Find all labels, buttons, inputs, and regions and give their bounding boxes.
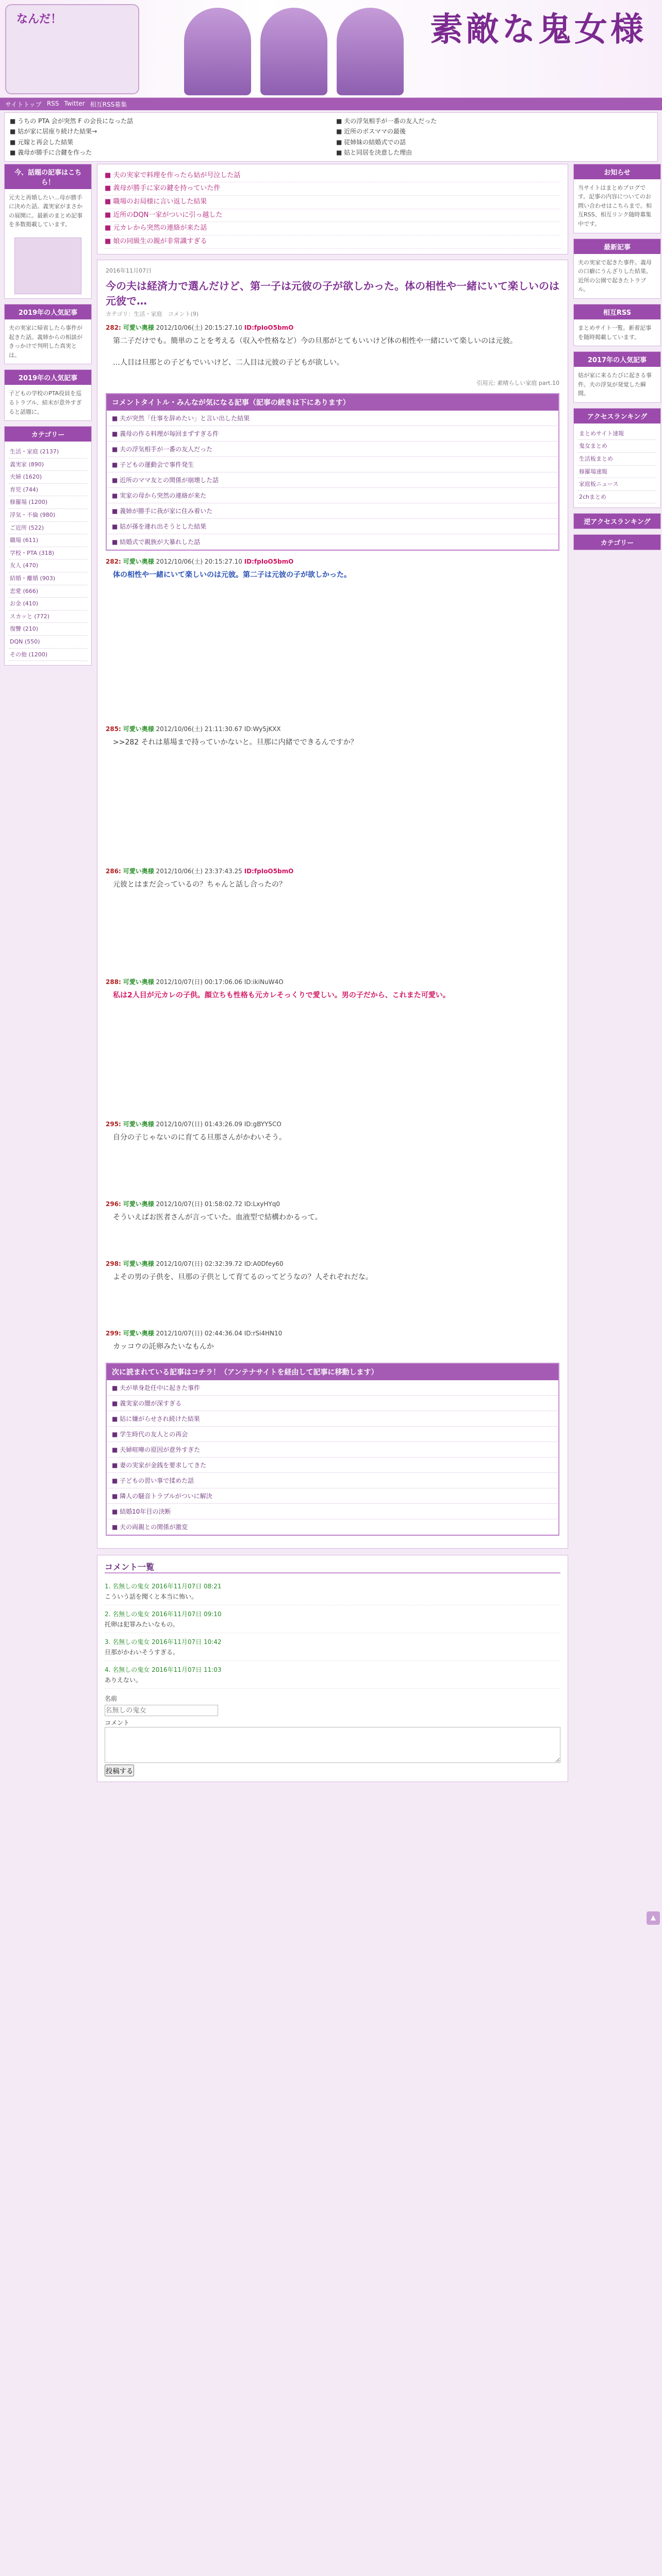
sidebar-box-title: 相互RSS [574, 304, 660, 319]
res-post [106, 1120, 559, 1144]
sidebar-box-title: カテゴリー [574, 535, 660, 550]
comment-author: 4. 名無しの鬼女 [105, 1666, 150, 1673]
comment-author: 1. 名無しの鬼女 [105, 1582, 150, 1590]
related-link[interactable]: ■ 夫が突然「仕事を辞めたい」と言い出した結果 [107, 411, 558, 426]
rank-link[interactable]: 2chまとめ [578, 491, 656, 504]
headline-link[interactable]: ■ 近所のDQN一家がついに引っ越した [105, 209, 560, 223]
comment-date: 2016年11月07日 11:03 [152, 1666, 222, 1673]
headline-link[interactable]: ■ 娘の同級生の親が非常識すぎる [105, 235, 560, 249]
res-post [106, 1259, 559, 1284]
res-post [106, 557, 559, 582]
comment [105, 1633, 560, 1661]
more-article-link[interactable]: ■ 夫婦喧嘩の原因が意外すぎた [107, 1442, 558, 1458]
res-post [106, 357, 559, 369]
res-date: 2012/10/06(土) 20:15:27.10 [156, 557, 242, 565]
more-article-link[interactable]: ■ 夫が単身赴任中に起きた事件 [107, 1380, 558, 1396]
ticker-link[interactable]: ■ 近所のボスママの最後 [336, 128, 406, 135]
res-body: よその男の子供を、旦那の子供として育てるのってどうなの？人それぞれだな。 [113, 1273, 373, 1281]
rank-link[interactable]: 家庭板ニュース [578, 478, 656, 491]
sidebar-image[interactable] [14, 238, 81, 294]
category-link[interactable]: 職場 (611) [9, 534, 87, 547]
related-link[interactable]: ■ 夫の浮気相手が一番の友人だった [107, 442, 558, 457]
res-id: ID:fpIoO5bmO [244, 324, 294, 331]
rank-link[interactable]: 生活板まとめ [578, 453, 656, 466]
res-name: 可愛い奥様 [123, 978, 154, 986]
sidebar-box [573, 304, 661, 346]
nav-link[interactable]: RSS [46, 100, 59, 107]
category-link[interactable]: お金 (410) [9, 598, 87, 611]
res-id: ID:Wy5jKXX [244, 725, 281, 733]
ticker-link[interactable]: ■ うちの PTA 会が突然 F の会長になった話 [10, 117, 134, 125]
sidebar-box [573, 534, 661, 550]
comment-body: 旦那がかわいそうすぎる。 [105, 1648, 179, 1656]
res-body: そういえばお医者さんが言っていた。血液型で結構わかるって。 [113, 1213, 322, 1222]
res-date: 2012/10/07(日) 02:32:39.72 [156, 1260, 242, 1267]
res-name: 可愛い奥様 [123, 1200, 154, 1208]
headline-list [97, 164, 568, 255]
sidebar-box-title: 最新記事 [574, 239, 660, 254]
category-link[interactable]: その他 (1200) [9, 649, 87, 662]
more-article-link[interactable]: ■ 妻の実家が金銭を要求してきた [107, 1458, 558, 1473]
submit-button[interactable]: 投稿する [105, 1765, 134, 1776]
res-number: 285: [106, 725, 121, 733]
sidebar-box-title: 2019年の人気記事 [5, 304, 91, 319]
res-id: ID:ikiNuW4O [244, 978, 284, 986]
comment-date: 2016年11月07日 08:21 [152, 1582, 222, 1590]
category-link[interactable]: 夫婦 (1620) [9, 471, 87, 484]
main-layout [0, 164, 662, 1782]
res-name: 可愛い奥様 [123, 557, 154, 565]
category-link[interactable]: 修羅場 (1200) [9, 496, 87, 509]
comment [105, 1578, 560, 1605]
headline-link[interactable]: ■ 職場のお局様に言い返した結果 [105, 196, 560, 209]
character-illustration [184, 8, 251, 95]
rank-link[interactable]: まとめサイト速報 [578, 428, 656, 440]
related-link[interactable]: ■ 結婚式で親族が大暴れした話 [107, 534, 558, 550]
category-link[interactable]: 友人 (470) [9, 560, 87, 572]
related-link[interactable]: ■ 実家の母から突然の連絡が来た [107, 488, 558, 503]
left-sidebar [4, 164, 92, 1782]
category-link[interactable]: 恋愛 (666) [9, 585, 87, 598]
site-logo[interactable] [5, 4, 139, 94]
res-post [106, 867, 559, 891]
res-id: ID:gBYY5CO [244, 1120, 282, 1128]
related-link[interactable]: ■ 姑が孫を連れ出そうとした結果 [107, 519, 558, 534]
main-content [97, 164, 568, 1782]
category-title: カテゴリー [5, 427, 91, 442]
category-link[interactable]: 学校・PTA (318) [9, 547, 87, 560]
more-articles-box [106, 1363, 559, 1536]
sidebar-box-title: お知らせ [574, 164, 660, 179]
more-article-link[interactable]: ■ 結婚10年目の決断 [107, 1504, 558, 1519]
res-date: 2012/10/07(日) 01:43:26.09 [156, 1120, 242, 1128]
res-body: >>282 それは墓場まで持っていかないと。旦那に内緒でできるんですか？ [113, 738, 358, 747]
rank-link[interactable]: 修羅場速報 [578, 466, 656, 479]
res-number: 288: [106, 978, 121, 986]
right-sidebar [573, 164, 661, 1782]
comment-body: 托卵は犯罪みたいなもの。 [105, 1620, 179, 1628]
res-name: 可愛い奥様 [123, 324, 154, 331]
comment-textarea[interactable] [105, 1727, 560, 1763]
res-post [106, 977, 559, 1002]
res-post [106, 323, 559, 348]
name-label: 名前 [105, 1694, 118, 1702]
related-link[interactable]: ■ 義母の作る料理が毎回まずすぎる件 [107, 426, 558, 442]
comment-body: ありえない。 [105, 1676, 142, 1684]
comment-label: コメント [105, 1719, 130, 1726]
sidebar-box [573, 164, 661, 233]
sidebar-box-text[interactable]: 姑が家に来るたびに起きる事件。夫の浮気が発覚した瞬間。 [578, 372, 652, 397]
more-article-link[interactable]: ■ 子どもの習い事で揉めた話 [107, 1473, 558, 1488]
headline-link[interactable]: ■ 元カレから突然の連絡が来た話 [105, 222, 560, 235]
sidebar-box-text[interactable]: 元夫と再婚したい...母が勝手に決めた話。義実家がまさかの展開に。最新のまとめ記事を多数掲載しています。 [9, 194, 82, 228]
res-id: ID:rSi4HN10 [244, 1330, 283, 1337]
ticker-link[interactable]: ■ 義母が勝手に合鍵を作った [10, 149, 92, 157]
comments-section [97, 1555, 568, 1782]
ticker-link[interactable]: ■ 従姉妹の結婚式での話 [336, 138, 406, 146]
sidebar-box-text[interactable]: 子どもの学校のPTA役員を巡るトラブル、結末が意外すぎると話題に。 [9, 390, 82, 415]
sidebar-box [573, 513, 661, 529]
logo-text: なんだ！ [16, 13, 62, 26]
res-post [106, 724, 559, 749]
res-post [106, 1329, 559, 1353]
res-date: 2012/10/06(土) 23:37:43.25 [156, 867, 242, 875]
more-article-link[interactable]: ■ 姑に嫌がらせされ続けた結果 [107, 1411, 558, 1427]
res-name: 可愛い奥様 [123, 725, 154, 733]
res-body: …人目は旦那との子どもでいいけど、二人目は元彼の子どもが欲しい。 [113, 359, 344, 367]
res-name: 可愛い奥様 [123, 867, 154, 875]
res-id: ID:LxyHYq0 [244, 1200, 280, 1208]
sidebar-box-text[interactable]: 夫の実家に帰省したら事件が起きた話。義姉からの相談がきっかけで判明した真実とは。 [9, 324, 82, 359]
res-body: 自分の子じゃないのに育てる旦那さんがかわいそう。 [113, 1133, 286, 1142]
top-ticker [4, 112, 658, 162]
article [97, 260, 568, 1549]
nav-link[interactable]: サイトトップ [5, 101, 42, 108]
category-link[interactable]: 浮気・不倫 (980) [9, 509, 87, 522]
res-name: 可愛い奥様 [123, 1330, 154, 1337]
res-id: ID:fpIoO5bmO [244, 867, 294, 875]
category-link[interactable]: 育児 (744) [9, 484, 87, 497]
more-article-link[interactable]: ■ 隣人の騒音トラブルがついに解決 [107, 1488, 558, 1504]
ticker-link[interactable]: ■ 姑と同居を決意した理由 [336, 149, 412, 157]
comment-author: 3. 名無しの鬼女 [105, 1638, 150, 1646]
sidebar-box [573, 351, 661, 403]
res-name: 可愛い奥様 [123, 1120, 154, 1128]
sidebar-box-text[interactable]: まとめサイト一覧。新着記事を随時掲載しています。 [578, 324, 652, 341]
res-number: 282: [106, 557, 121, 565]
header-characters [150, 3, 438, 95]
category-link[interactable]: 義実家 (890) [9, 459, 87, 471]
site-banner [0, 0, 662, 98]
comment-form [105, 1694, 560, 1776]
res-body: 体の相性や一緒にいて楽しいのは元彼。第二子は元彼の子が欲しかった。 [113, 570, 351, 579]
res-name: 可愛い奥様 [123, 1260, 154, 1267]
related-box [106, 393, 559, 551]
comment [105, 1661, 560, 1689]
category-link[interactable]: ご近所 (522) [9, 522, 87, 535]
res-id: ID:A0Dfey60 [244, 1260, 284, 1267]
headline-link[interactable]: ■ 義母が勝手に家の鍵を持っていた件 [105, 182, 560, 196]
res-date: 2012/10/07(日) 01:58:02.72 [156, 1200, 242, 1208]
sidebar-box-title: 2017年の人気記事 [574, 352, 660, 367]
related-link[interactable]: ■ 近所のママ友との関係が崩壊した話 [107, 472, 558, 488]
character-illustration [337, 8, 404, 95]
related-link[interactable]: ■ 子どもの運動会で事件発生 [107, 457, 558, 472]
more-articles-title: 次に読まれている記事はコチラ！（アンテナサイトを経由して記事に移動します） [107, 1364, 558, 1380]
category-link[interactable]: 結婚・離婚 (903) [9, 572, 87, 585]
res-date: 2012/10/06(土) 20:15:27.10 [156, 324, 242, 331]
related-title: コメントタイトル・みんなが気になる記事（記事の続きは下にあります） [107, 394, 558, 411]
more-article-link[interactable]: ■ 学生時代の友人との再会 [107, 1427, 558, 1442]
res-body: 元彼とはまだ会っているの？ちゃんと話し合ったの？ [113, 880, 286, 889]
sidebar-box-text[interactable]: 当サイトはまとめブログです。記事の内容についてのお問い合わせはこちらまで。相互RSS、相互リンク随時募集中です。 [578, 184, 652, 227]
source-citation[interactable]: 引用元: 素晴らしい家庭 part.10 [476, 379, 559, 386]
related-link[interactable]: ■ 義姉が勝手に我が家に住み着いた [107, 503, 558, 519]
sidebar-box [4, 164, 92, 299]
comment [105, 1605, 560, 1633]
character-illustration [260, 8, 327, 95]
sidebar-box-text[interactable]: 夫の実家で起きた事件。義母の口癖にうんざりした結果。近所の公園で起きたトラブル。 [578, 259, 652, 293]
nav-link[interactable]: 相互RSS募集 [90, 101, 127, 108]
sidebar-box [573, 408, 661, 509]
ticker-link[interactable]: ■ 姑が家に居座り続けた結果→ [10, 128, 97, 135]
category-link[interactable]: 復讐 (210) [9, 623, 87, 636]
res-id: ID:fpIoO5bmO [244, 557, 294, 565]
article-meta[interactable]: カテゴリ：生活・家庭 コメント(9) [106, 310, 199, 317]
article-title[interactable]: 今の夫は経済力で選んだけど、第一子は元彼の子が欲しかった。体の相性や一緒にいて楽しいのは元彼で… [106, 279, 559, 307]
sidebar-box-title: 逆アクセスランキング [574, 514, 660, 529]
comment-date: 2016年11月07日 10:42 [152, 1638, 222, 1646]
res-number: 282: [106, 324, 121, 331]
category-link[interactable]: DQN (550) [9, 636, 87, 649]
sidebar-box [4, 304, 92, 364]
sidebar-box-title: 今、話題の記事はこちら！ [5, 164, 91, 189]
article-date: 2016年11月07日 [106, 267, 152, 274]
nav-link[interactable]: Twitter [64, 100, 85, 107]
res-body: 私は2人目が元カレの子供。顔立ちも性格も元カレそっくりで愛しい。男の子だから、これまた可愛い。 [113, 991, 450, 1000]
comments-title: コメント一覧 [105, 1561, 560, 1573]
res-date: 2012/10/07(日) 00:17:06.06 [156, 978, 242, 986]
res-date: 2012/10/07(日) 02:44:36.04 [156, 1330, 242, 1337]
category-box [4, 426, 92, 666]
res-number: 295: [106, 1120, 121, 1128]
res-body: 第二子だけでも。簡単のことを考える（収入や性格など）今の旦那がとてもいいけど体の相性や一緒にいて楽しいのは元彼。 [113, 336, 517, 345]
name-input[interactable] [105, 1705, 218, 1716]
comment-body: こういう話を聞くと本当に怖い。 [105, 1592, 198, 1600]
sidebar-box-title: 2019年の人気記事 [5, 370, 91, 385]
sidebar-box [4, 369, 92, 421]
res-number: 286: [106, 867, 121, 875]
sidebar-box [573, 239, 661, 299]
comment-author: 2. 名無しの鬼女 [105, 1610, 150, 1618]
headline-link[interactable]: ■ 夫の実家で料理を作ったら姑が号泣した話 [105, 170, 560, 183]
category-link[interactable]: 生活・家庭 (2137) [9, 446, 87, 459]
res-body: カッコウの託卵みたいなもんか [113, 1343, 214, 1351]
rank-link[interactable]: 鬼女まとめ [578, 440, 656, 453]
ticker-link[interactable]: ■ 元嫁と再会した結果 [10, 138, 74, 146]
scroll-top-button[interactable]: ▲ [647, 1911, 660, 1925]
res-number: 298: [106, 1260, 121, 1267]
ticker-link[interactable]: ■ 夫の浮気相手が一番の友人だった [336, 117, 437, 125]
sidebar-box-title: アクセスランキング [574, 409, 660, 423]
res-post [106, 1199, 559, 1224]
res-number: 299: [106, 1330, 121, 1337]
category-link[interactable]: スカッと (772) [9, 611, 87, 623]
comment-date: 2016年11月07日 09:10 [152, 1610, 222, 1618]
site-title[interactable]: 素敵な鬼女様 [430, 10, 647, 49]
top-nav [0, 98, 662, 110]
res-number: 296: [106, 1200, 121, 1208]
more-article-link[interactable]: ■ 義実家の闇が深すぎる [107, 1396, 558, 1411]
res-date: 2012/10/06(土) 21:11:30.67 [156, 725, 242, 733]
more-article-link[interactable]: ■ 夫の両親との関係が激変 [107, 1519, 558, 1535]
